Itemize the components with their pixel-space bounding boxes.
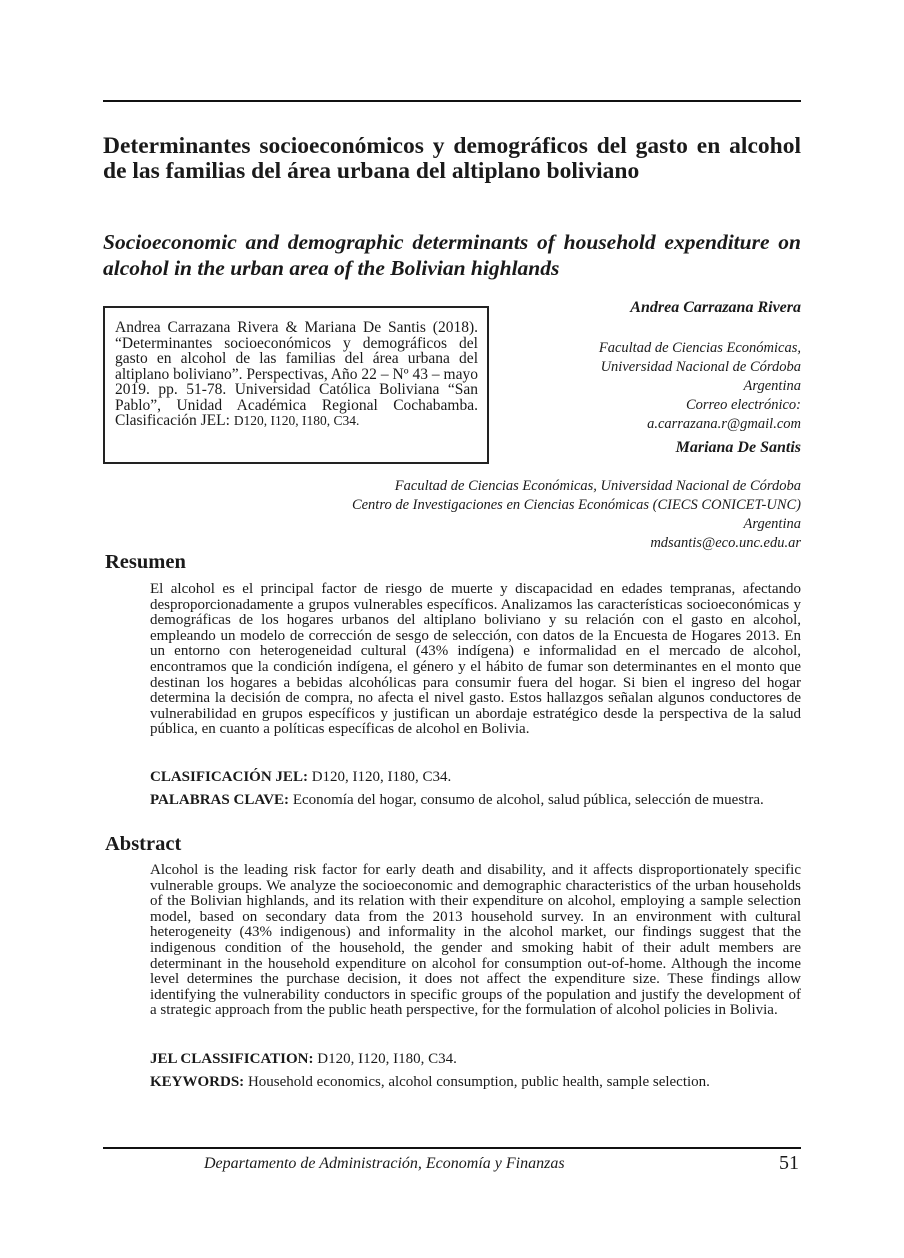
footer-department: Departamento de Administración, Economía y Finanzas [204, 1155, 565, 1172]
abstract-jel-label: JEL CLASSIFICATION: [150, 1051, 314, 1067]
resumen-jel-label: CLASIFICACIÓN JEL: [150, 769, 308, 785]
resumen-heading: Resumen [105, 551, 186, 573]
resumen-kw-value: Economía del hogar, consumo de alcohol, salud pública, selección de muestra. [289, 792, 764, 808]
resumen-jel [150, 770, 801, 786]
article-title: Determinantes socioeconómicos y demográficos del gasto en alcohol de las familias del área urbana del altiplano boliviano [103, 133, 801, 184]
aff-line: Facultad de Ciencias Económicas, [598, 340, 801, 356]
resumen-jel-value: D120, I120, I180, C34. [307, 769, 452, 785]
abstract-heading: Abstract [105, 833, 182, 855]
abstract-jel [150, 1052, 801, 1068]
resumen-body: El alcohol es el principal factor de riesgo de muerte y discapacidad en edades tempranas, afectando desproporcionadamente a grupos vulnerables específicos. Analizamos las características socioeconómicas y demográficas de los hogares urbanos del altiplano boliviano y su relación con el gasto en alcohol, empleando un modelo de corrección de sesgo de selección, con datos de la Encuesta de Hogares 2013. En un entorno con heterogeneidad cultural (43% indígena) e informalidad en el mercado de alcohol, encontramos que la condición indígena, el género y el hábito de fumar son determinantes en el monto que destinan los hogares a bebidas alcohólicas para consumir fuera del hogar. Si bien el ingreso del hogar determina la decisión de compra, no afecta el nivel gasto. Estos hallazgos señalan algunos conductores de vulnerabilidad en grupos específicos y justifican un abordaje estratégico desde la perspectiva de la salud pública, en cuanto a políticas específicas de alcohol en Bolivia. [150, 581, 801, 738]
author-2-email[interactable]: mdsantis@eco.unc.edu.ar [650, 535, 801, 551]
citation-box [103, 306, 489, 464]
citation-jel: D120, I120, I180, C34. [233, 413, 360, 428]
resumen-keywords [150, 793, 801, 809]
footer-rule [103, 1147, 801, 1149]
abstract-jel-value: D120, I120, I180, C34. [313, 1051, 457, 1067]
aff-line: Universidad Nacional de Córdoba [600, 359, 801, 375]
aff-line: Correo electrónico: [685, 397, 801, 413]
author-2-name: Mariana De Santis [675, 439, 801, 456]
author-1-affiliation [599, 339, 801, 434]
article-subtitle: Socioeconomic and demographic determinants of household expenditure on alcohol in the urban area of the Bolivian highlands [103, 230, 801, 280]
aff-line: Argentina [743, 516, 801, 532]
abstract-keywords [150, 1075, 801, 1091]
aff-line: Argentina [743, 378, 801, 394]
author-1-name: Andrea Carrazana Rivera [630, 299, 801, 316]
abstract-kw-label: KEYWORDS: [150, 1074, 245, 1090]
aff-line: Centro de Investigaciones en Ciencias Económicas (CIECS CONICET-UNC) [351, 497, 801, 513]
author-1-email[interactable]: a.carrazana.r@gmail.com [647, 416, 801, 432]
abstract-body: Alcohol is the leading risk factor for early death and disability, and it affects disproportionately specific vulnerable groups. We analyze the socioeconomic and demographic characteristics of the urban households of the Bolivian highlands, and its relation with their expenditure on alcohol, employing a sample selection model, based on secondary data from the 2013 household survey. In an environment with cultural heterogeneity (43% indigenous) and informality in the alcohol market, our findings suggest that the indigenous condition of the household, the gender and smoking habit of their adult members are determinant in the household expenditure on alcohol for consumption out-of-home. Although the income level determines the purchase decision, it does not affect the expenditure size. These findings allow identifying the vulnerability conductors in specific groups of the population and justify the development of a strategic approach from the public heath perspective, for the formulation of alcohol policies in Bolivia. [150, 862, 801, 1019]
page-number: 51 [779, 1152, 799, 1174]
resumen-kw-label: PALABRAS CLAVE: [150, 792, 290, 808]
citation-text: Andrea Carrazana Rivera & Mariana De Santis (2018). “Determinantes socioeconómicos y demográficos del gasto en alcohol de las familias del área urbana del altiplano boliviano”. Perspectivas, Año 22 – Nº 43 – mayo 2019. pp. 51-78. Universidad Católica Boliviana “San Pablo”, Unidad Académica Regional Cochabamba. Clasificación JEL: [115, 319, 478, 429]
aff-line: Facultad de Ciencias Económicas, Universidad Nacional de Córdoba [394, 478, 801, 494]
author-2-affiliation [352, 477, 801, 553]
abstract-kw-value: Household economics, alcohol consumption, public health, sample selection. [244, 1074, 710, 1090]
top-rule [103, 100, 801, 102]
